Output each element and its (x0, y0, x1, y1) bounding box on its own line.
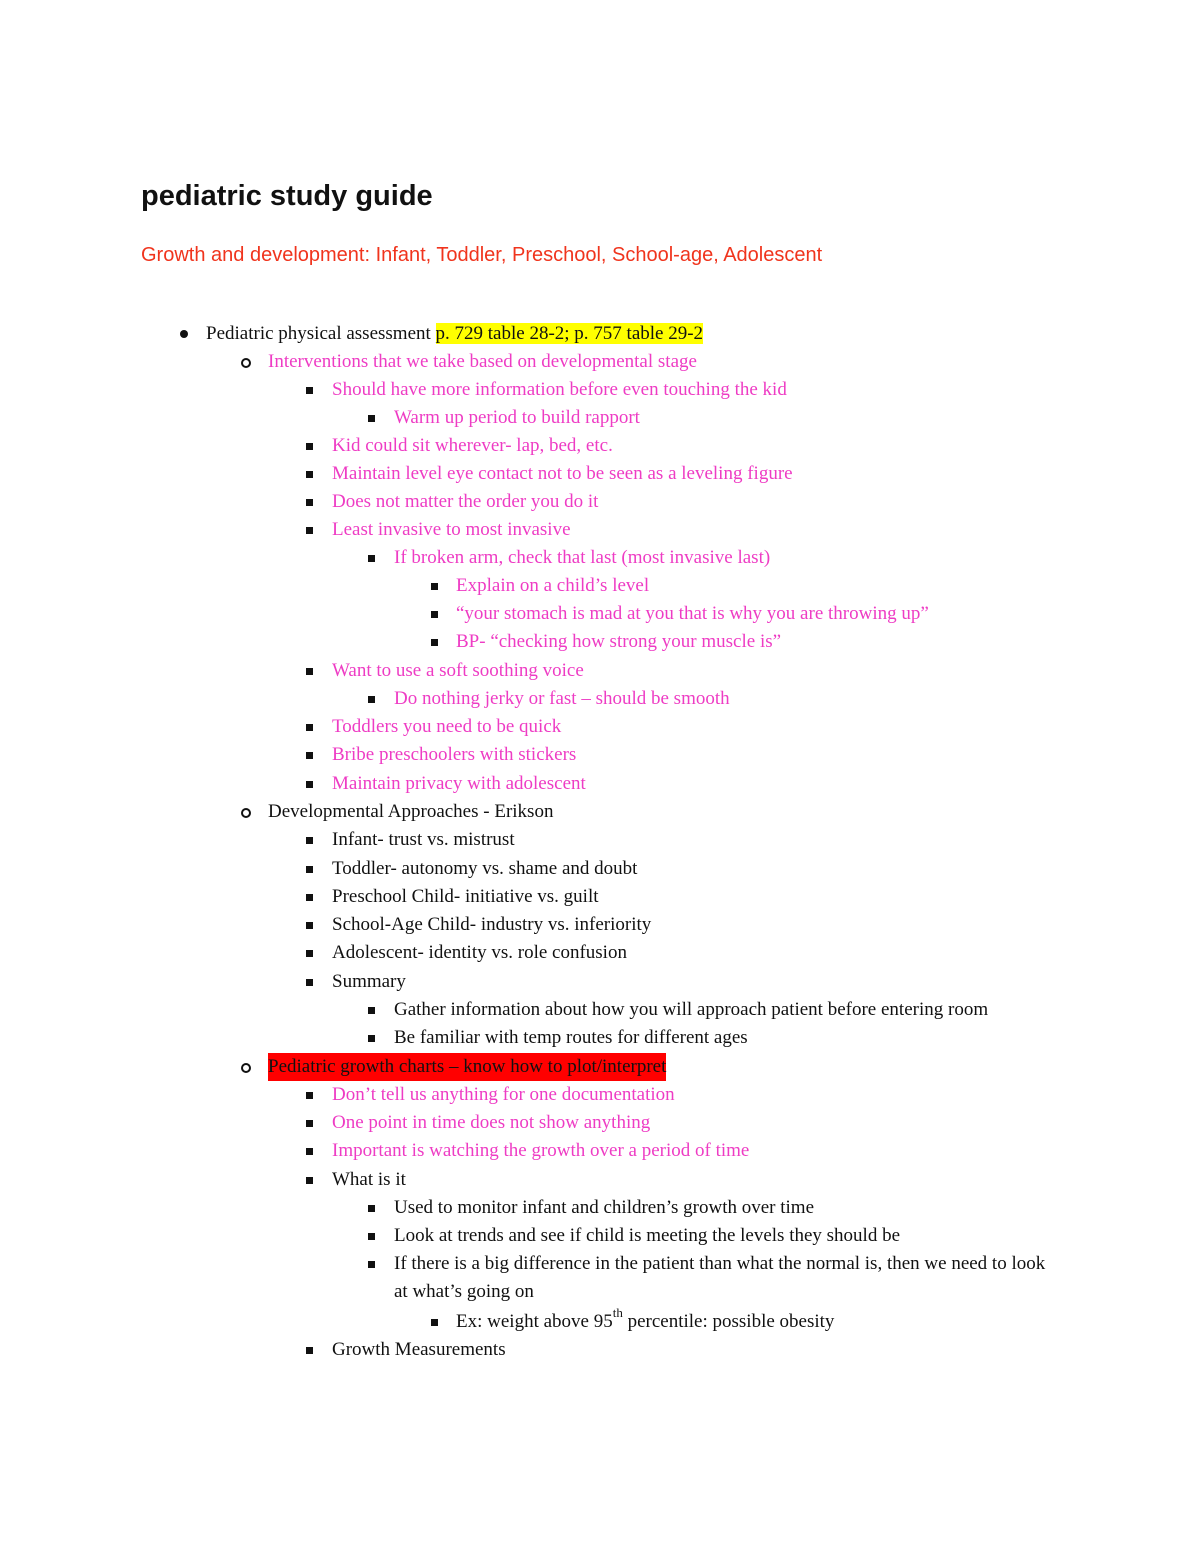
list-item-text: Warm up period to build rapport (394, 407, 640, 428)
list-item-text-continued: percentile: possible obesity (622, 1311, 835, 1332)
list-item-text: What is it (332, 1169, 406, 1190)
list-item-text: Toddler- autonomy vs. shame and doubt (332, 858, 638, 879)
highlighted-reference: p. 729 table 28-2; p. 757 table 29-2 (435, 323, 704, 344)
list-item-text: Be familiar with temp routes for different ages (394, 1027, 748, 1048)
square-bullet-icon (431, 1319, 438, 1326)
square-bullet-icon (306, 443, 313, 450)
square-bullet-icon (306, 724, 313, 731)
circle-bullet-icon (241, 358, 251, 368)
list-item-text: Pediatric physical assessment (206, 323, 436, 344)
list-item-text: Maintain level eye contact not to be seen as a leveling figure (332, 463, 793, 484)
list-item-text: Adolescent- identity vs. role confusion (332, 942, 627, 963)
square-bullet-icon (306, 1092, 313, 1099)
list-item-text: Does not matter the order you do it (332, 491, 599, 512)
square-bullet-icon (306, 471, 313, 478)
square-bullet-icon (306, 1148, 313, 1155)
square-bullet-icon (368, 415, 375, 422)
square-bullet-icon (431, 639, 438, 646)
circle-bullet-icon (241, 808, 251, 818)
square-bullet-icon (368, 555, 375, 562)
square-bullet-icon (368, 696, 375, 703)
list-item-text: BP- “checking how strong your muscle is” (456, 631, 782, 652)
square-bullet-icon (431, 583, 438, 590)
square-bullet-icon (368, 1233, 375, 1240)
square-bullet-icon (368, 1205, 375, 1212)
list-item-text: Look at trends and see if child is meeting the levels they should be (394, 1225, 901, 1246)
list-item-text: Infant- trust vs. mistrust (332, 829, 515, 850)
square-bullet-icon (306, 668, 313, 675)
square-bullet-icon (368, 1035, 375, 1042)
highlighted-heading: Pediatric growth charts – know how to plot/interpret (268, 1053, 666, 1081)
square-bullet-icon (306, 387, 313, 394)
list-item-text: Do nothing jerky or fast – should be smooth (394, 688, 730, 709)
list-item-text: Gather information about how you will approach patient before entering room (394, 999, 989, 1020)
list-item-text: “your stomach is mad at you that is why you are throwing up” (456, 603, 929, 624)
disc-bullet-icon (180, 330, 188, 338)
list-item-text: One point in time does not show anything (332, 1112, 651, 1133)
list-item-text: Bribe preschoolers with stickers (332, 744, 577, 765)
list-item-text: Summary (332, 971, 406, 992)
square-bullet-icon (306, 894, 313, 901)
list-item-text: Growth Measurements (332, 1339, 506, 1360)
list-item-text: Preschool Child- initiative vs. guilt (332, 886, 599, 907)
list-item-text: Developmental Approaches - Erikson (268, 801, 554, 822)
square-bullet-icon (306, 837, 313, 844)
list-item-text: Toddlers you need to be quick (332, 716, 562, 737)
square-bullet-icon (306, 866, 313, 873)
square-bullet-icon (431, 611, 438, 618)
list-item-text: Least invasive to most invasive (332, 519, 571, 540)
list-item-text: Should have more information before even touching the kid (332, 379, 787, 400)
circle-bullet-icon (241, 1063, 251, 1073)
square-bullet-icon (306, 979, 313, 986)
list-item-text: Used to monitor infant and children’s growth over time (394, 1197, 815, 1218)
square-bullet-icon (306, 527, 313, 534)
ordinal-suffix: th (612, 1304, 623, 1320)
list-item-text: School-Age Child- industry vs. inferiority (332, 914, 652, 935)
page-title: pediatric study guide (141, 180, 433, 212)
list-item-text: Ex: weight above 95 (456, 1311, 613, 1332)
square-bullet-icon (306, 1120, 313, 1127)
square-bullet-icon (306, 950, 313, 957)
list-item-text: If there is a big difference in the patient than what the normal is, then we need to look at what’s going on (394, 1253, 1046, 1302)
square-bullet-icon (306, 922, 313, 929)
list-item-text: Don’t tell us anything for one documentation (332, 1084, 675, 1105)
square-bullet-icon (306, 752, 313, 759)
square-bullet-icon (306, 781, 313, 788)
square-bullet-icon (306, 1347, 313, 1354)
list-item-text: Interventions that we take based on developmental stage (268, 351, 697, 372)
list-item-text: Important is watching the growth over a period of time (332, 1140, 750, 1161)
square-bullet-icon (306, 499, 313, 506)
square-bullet-icon (306, 1177, 313, 1184)
list-item-text: If broken arm, check that last (most invasive last) (394, 547, 771, 568)
list-item-text: Explain on a child’s level (456, 575, 650, 596)
list-item-text: Kid could sit wherever- lap, bed, etc. (332, 435, 613, 456)
list-item-text: Want to use a soft soothing voice (332, 660, 584, 681)
list-item-text: Maintain privacy with adolescent (332, 773, 586, 794)
square-bullet-icon (368, 1261, 375, 1268)
square-bullet-icon (368, 1007, 375, 1014)
section-heading: Growth and development: Infant, Toddler, Preschool, School-age, Adolescent (141, 244, 823, 266)
